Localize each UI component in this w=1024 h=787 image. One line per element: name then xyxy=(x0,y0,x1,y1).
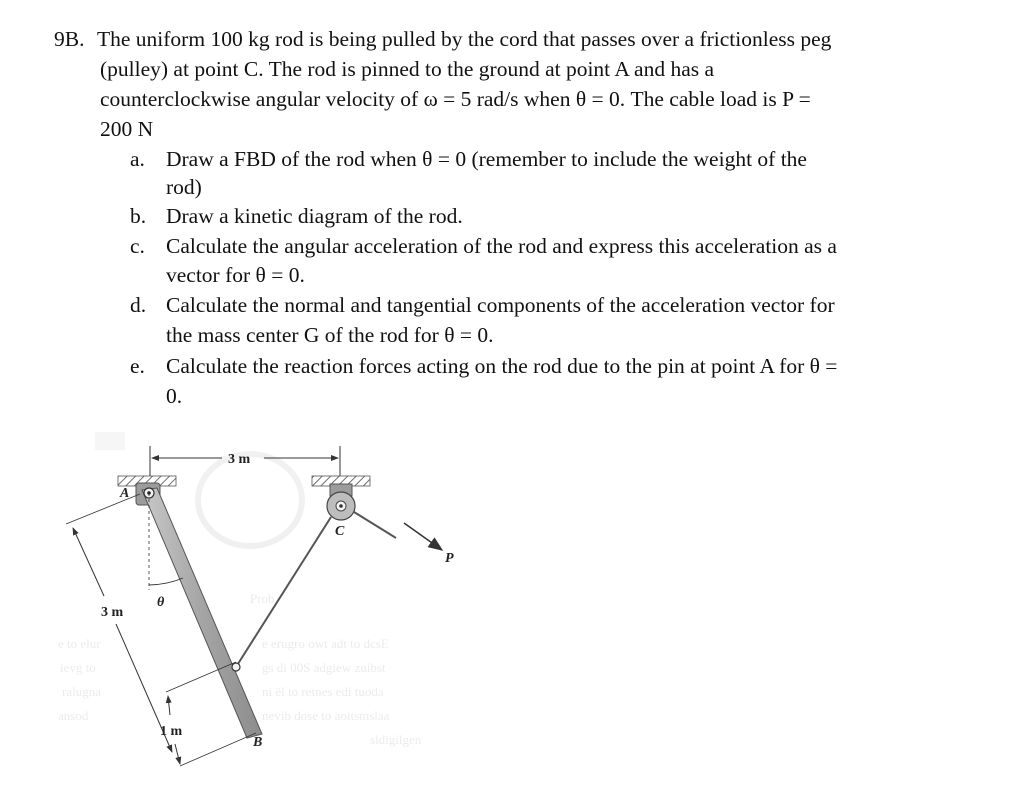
part-label: c. xyxy=(130,234,145,258)
dim-left-label: 3 m xyxy=(101,605,124,620)
label-theta: θ xyxy=(157,595,165,610)
svg-text:nevib dose to aoitsmslaa: nevib dose to aoitsmslaa xyxy=(262,708,390,723)
problem-number: 9B. xyxy=(54,27,85,51)
svg-text:ievg to: ievg to xyxy=(60,660,96,675)
svg-text:ni ël to retnes edi tuoda: ni ël to retnes edi tuoda xyxy=(262,684,384,699)
label-c: C xyxy=(335,524,345,539)
part-text: Calculate the reaction forces acting on the rod due to the pin at point A for θ = xyxy=(166,354,838,378)
force-p-arrow xyxy=(404,523,442,550)
svg-text:sldigilgen: sldigilgen xyxy=(370,732,422,747)
part-text: 0. xyxy=(166,384,183,408)
svg-text:gs di 00S adgiew zuibst: gs di 00S adgiew zuibst xyxy=(262,660,386,675)
svg-text:e to elur: e to elur xyxy=(58,636,101,651)
part-text: Calculate the angular acceleration of the rod and express this acceleration as a xyxy=(166,234,837,258)
dim-top-label: 3 m xyxy=(228,452,251,467)
part-text: vector for θ = 0. xyxy=(166,263,305,287)
support-c xyxy=(312,476,370,520)
part-label: a. xyxy=(130,147,145,171)
label-b: B xyxy=(253,735,263,750)
part-text: the mass center G of the rod for θ = 0. xyxy=(166,323,494,347)
svg-text:ralugna: ralugna xyxy=(62,684,101,699)
intro-line: The uniform 100 kg rod is being pulled by the cord that passes over a frictionless peg xyxy=(97,27,832,51)
intro-line: 200 N xyxy=(100,117,154,141)
part-label: d. xyxy=(130,293,147,317)
svg-text:ansod: ansod xyxy=(58,708,89,723)
rod-pulley-figure xyxy=(0,420,520,787)
label-a: A xyxy=(120,486,130,501)
part-text: Calculate the normal and tangential components of the acceleration vector for xyxy=(166,293,835,317)
part-text: Draw a FBD of the rod when θ = 0 (remember to include the weight of the xyxy=(166,147,807,171)
rod xyxy=(142,488,262,738)
intro-line: counterclockwise angular velocity of ω = 5 rad/s when θ = 0. The cable load is P = xyxy=(100,87,811,111)
label-p: P xyxy=(445,551,454,566)
part-label: b. xyxy=(130,204,147,228)
intro-line: (pulley) at point C. The rod is pinned to the ground at point A and has a xyxy=(100,57,715,81)
dim-bottom-label: 1 m xyxy=(160,724,183,739)
figure-svg xyxy=(0,420,520,787)
part-label: e. xyxy=(130,354,145,378)
svg-text:Prob: Prob xyxy=(250,591,275,606)
svg-text:e erugro owt adt to dcsE: e erugro owt adt to dcsE xyxy=(262,636,389,651)
part-text: rod) xyxy=(166,175,202,199)
part-text: Draw a kinetic diagram of the rod. xyxy=(166,204,463,228)
